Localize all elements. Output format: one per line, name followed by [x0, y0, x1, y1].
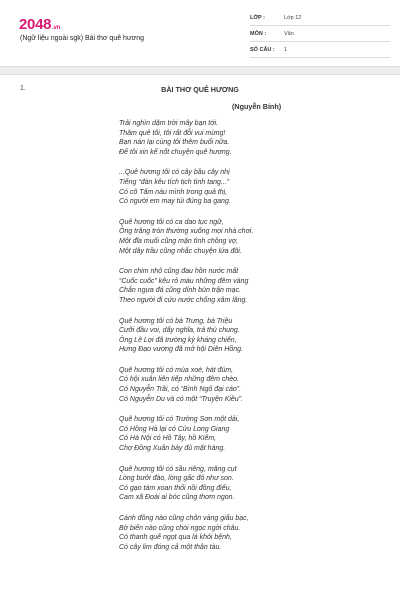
info-label: MÔN :: [250, 30, 267, 37]
poem-stanza: [119, 119, 253, 157]
poem-line: Quê hương tôi có ca dao tục ngữ,: [119, 218, 224, 226]
question-content: [0, 74, 400, 601]
poem-line: Bờ biển nào cũng chói ngọc ngời châu.: [119, 524, 241, 532]
poem-line: Quê hương tôi có sầu riêng, măng cụt: [119, 465, 237, 473]
poem-line: Trải nghìn dặm trời mây bạn tới.: [119, 120, 218, 127]
poem-line: Có Nguyễn Trãi, có “Bình Ngô đại cáo”.: [119, 386, 242, 394]
info-row-class: [250, 10, 390, 26]
poem-line: Quê hương tôi có múa xoè, hát đúm,: [119, 366, 234, 374]
poem-line: Có cô Tấm náu mình trong quả thị,: [119, 188, 228, 196]
poem-line: Có Nguyễn Du và có một “Truyện Kiều”.: [119, 395, 243, 403]
poem-line: Cam xã Đoài ai bóc cũng thơm ngon.: [119, 494, 235, 502]
info-table: [250, 10, 390, 58]
poem-author: (Nguyễn Bính): [232, 102, 282, 111]
info-label: LỚP :: [250, 14, 265, 21]
poem-body: [119, 119, 253, 563]
poem-stanza: [119, 317, 253, 355]
info-value: Lớp 12: [284, 14, 302, 21]
poem-line: “Cuốc cuốc” kêu rỏ máu những đêm vàng: [119, 277, 249, 285]
poem-line: Cánh đồng nào cũng chôn vàng giấu bạc,: [119, 515, 249, 522]
poem-line: Một dây trầu cũng nhắc chuyện lứa đôi.: [119, 247, 242, 255]
poem-line: ...Quê hương tôi có cây bầu cây nhị: [119, 169, 230, 177]
poem-line: Để tôi xin kể nốt chuyện quê hương.: [119, 148, 232, 156]
logo-suffix: .vn: [52, 25, 60, 31]
poem-line: Có thanh quế ngọt qua lá khỏi bệnh,: [119, 534, 232, 542]
poem-line: Lòng bưởi đào, lòng gấc đỏ như son.: [119, 475, 234, 483]
info-row-subject: [250, 26, 390, 42]
poem-line: Tiếng “đàn kêu tích tịch tình tang...”: [119, 178, 230, 186]
info-value: Văn: [284, 30, 294, 37]
logo-text: 2048: [19, 16, 52, 33]
poem-line: Có hội xuân liên tiếp những đêm chèo.: [119, 376, 240, 384]
poem-line: Có gạo tám xoan thổi nồi đồng điếu,: [119, 484, 232, 492]
poem-stanza: [119, 415, 253, 453]
poem-stanza: [119, 168, 253, 206]
poem-line: Cưỡi đầu voi, dấy nghĩa, trả thù chung.: [119, 327, 240, 335]
poem-line: Theo người đi cứu nước chống xâm lăng.: [119, 296, 248, 304]
poem-line: Ông trăng tròn thường xuống mọi nhà chơi.: [119, 228, 254, 236]
poem-stanza: [119, 267, 253, 305]
poem-stanza: [119, 366, 253, 404]
question-number: 1.: [20, 85, 26, 92]
poem-line: Quê hương tôi có bà Trưng, bà Triệu: [119, 317, 233, 325]
page-header: [0, 0, 400, 66]
poem-stanza: [119, 218, 253, 256]
poem-line: Có người em may túi đúng ba gang.: [119, 198, 231, 206]
info-value: 1: [284, 46, 288, 53]
site-logo[interactable]: [19, 16, 60, 33]
poem-line: Thăm quê tôi, tôi rất đỗi vui mừng!: [119, 129, 226, 137]
page-subtitle: (Ngữ liệu ngoài sgk) Bài thơ quê hương: [20, 35, 145, 42]
poem-line: Ông Lê Lợi đã trường kỳ kháng chiến,: [119, 336, 237, 344]
poem-line: Có Hà Nội có Hồ Tây, hồ Kiếm,: [119, 435, 217, 443]
poem-line: Bạn nán lại cùng tôi thêm buổi nữa.: [119, 139, 230, 147]
info-row-count: [250, 42, 390, 58]
poem-line: Có Hồng Hà lại có Cửu Long Giang: [119, 425, 230, 433]
poem-line: Quê hương tôi có Trường Sơn một dải,: [119, 416, 240, 424]
poem-line: Một đĩa muối cũng mặn tình chồng vợ,: [119, 237, 239, 245]
info-label: SỐ CÂU :: [250, 46, 275, 53]
poem-line: Hưng Đạo vương đã mở hội Diên Hồng.: [119, 346, 243, 354]
poem-line: Chợ Đồng Xuân bày đủ mặt hàng.: [119, 445, 226, 453]
poem-line: Chắn ngựa đá cũng dính bùn trận mạc.: [119, 287, 241, 295]
poem-line: Con chim nhỏ cũng đau hồn nước mất: [119, 268, 239, 276]
poem-line: Có cây lim đóng cả một thân tàu.: [119, 543, 222, 551]
poem-title: BÀI THƠ QUÊ HƯƠNG: [161, 85, 239, 94]
poem-stanza: [119, 514, 253, 552]
poem-stanza: [119, 465, 253, 503]
